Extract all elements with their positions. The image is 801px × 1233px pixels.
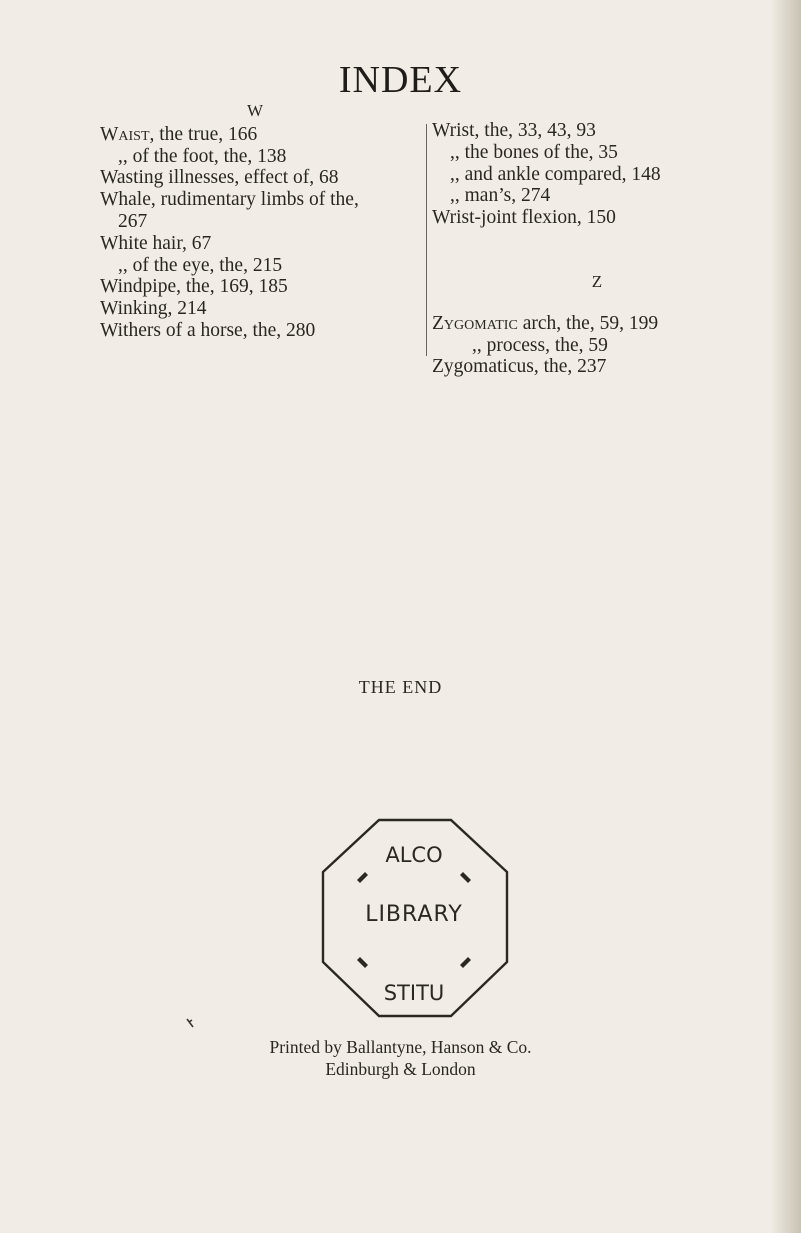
- imprint-line-1: Printed by Ballantyne, Hanson & Co.: [269, 1037, 532, 1057]
- entry-text: , the true, 166: [149, 123, 258, 145]
- index-subentry: ,, process, the, 59: [472, 334, 608, 356]
- library-stamp: [311, 810, 517, 1026]
- index-entry: Windpipe, the, 169, 185: [100, 276, 288, 298]
- index-column-left: [100, 100, 410, 342]
- index-entry-continuation: 267: [118, 210, 148, 232]
- index-subentry: ,, of the eye, the, 215: [118, 254, 283, 276]
- index-entry: Whale, rudimentary limbs of the,: [100, 189, 359, 211]
- index-entry: Zygomaticus, the, 237: [432, 356, 607, 378]
- the-end-label: THE END: [358, 677, 443, 697]
- stray-mark-icon: [186, 1017, 194, 1032]
- column-divider: [426, 124, 427, 356]
- index-column-right: [432, 100, 762, 378]
- stamp-center-text: LIBRARY: [365, 902, 463, 927]
- index-entry: White hair, 67: [100, 232, 212, 254]
- index-entry: [100, 124, 410, 146]
- index-subentry: ,, the bones of the, 35: [450, 141, 618, 163]
- index-subentry: ,, man’s, 274: [450, 185, 551, 207]
- section-letter-w: W: [246, 101, 264, 120]
- index-entry: Wrist-joint flexion, 150: [432, 207, 616, 229]
- index-entry: Winking, 214: [100, 298, 207, 320]
- index-subentry: ,, and ankle compared, 148: [450, 163, 661, 185]
- index-subentry: ,, of the foot, the, 138: [118, 145, 287, 167]
- page-title: INDEX: [338, 59, 463, 101]
- section-letter-z: Z: [591, 271, 603, 291]
- stamp-bottom-text: STITU: [383, 981, 445, 1005]
- index-entry: Wasting illnesses, effect of, 68: [100, 167, 339, 189]
- entry-head: Waist: [100, 123, 150, 145]
- entry-head: Zygomatic: [432, 312, 518, 334]
- index-entry: Wrist, the, 33, 43, 93: [432, 120, 596, 141]
- index-entry: [432, 313, 762, 335]
- entry-text: arch, the, 59, 199: [517, 312, 659, 334]
- printer-imprint: [0, 1036, 801, 1080]
- index-entry: Withers of a horse, the, 280: [100, 319, 316, 341]
- stamp-top-text: ALCO: [385, 843, 443, 867]
- imprint-line-2: Edinburgh & London: [325, 1059, 476, 1079]
